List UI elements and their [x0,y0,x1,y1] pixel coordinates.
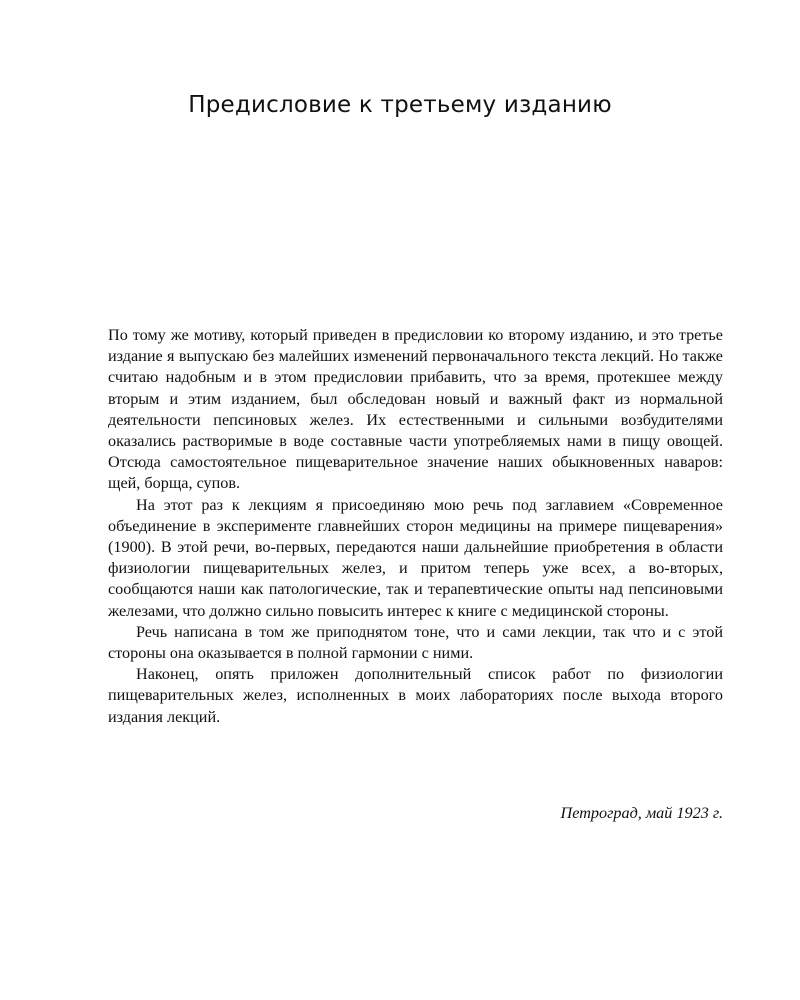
page-title: Предисловие к третьему изданию [188,92,612,118]
signature-place-date: Петроград, май 1923 г. [560,804,723,822]
paragraph-4: Наконец, опять приложен дополнительный список работ по физиологии пищеварительных желез, исполненных в моих лабораториях после выхода второго издания лекций. [108,665,723,726]
paragraph-1: По тому же мотиву, который приведен в предисловии ко второму изданию, и это третье издание я выпускаю без малейших изменений первоначального текста лекций. Но также считаю надобным и в этом предисловии прибавить, что за время, протекшее между вторым и этим изданием, был обследован новый и важный факт из нормальной деятельности пепсиновых желез. Их естественными и сильными возбудителями оказались растворимые в воде составные части употребляемых нами в пищу овощей. Отсюда самостоятельное пищеварительное значение наших обыкновенных наваров: щей, борща, супов. [108,326,723,493]
paragraph-2: На этот раз к лекциям я присоединяю мою речь под заглавием «Современное объединение в эксперименте главнейших сторон медицины на примере пищеварения» (1900). В этой речи, во-первых, передаются наши дальнейшие приобретения в области физиологии пищеварительных желез, и притом теперь уже всех, а во-вторых, сообщаются наши как патологические, так и терапевтические опыты над пепсиновыми железами, что должно сильно повысить интерес к книге с медицинской стороны. [108,495,723,620]
preface-body [108,325,723,728]
paragraph-3: Речь написана в том же приподнятом тоне, что и сами лекции, так что и с этой стороны она оказывается в полной гармонии с ними. [108,622,723,663]
